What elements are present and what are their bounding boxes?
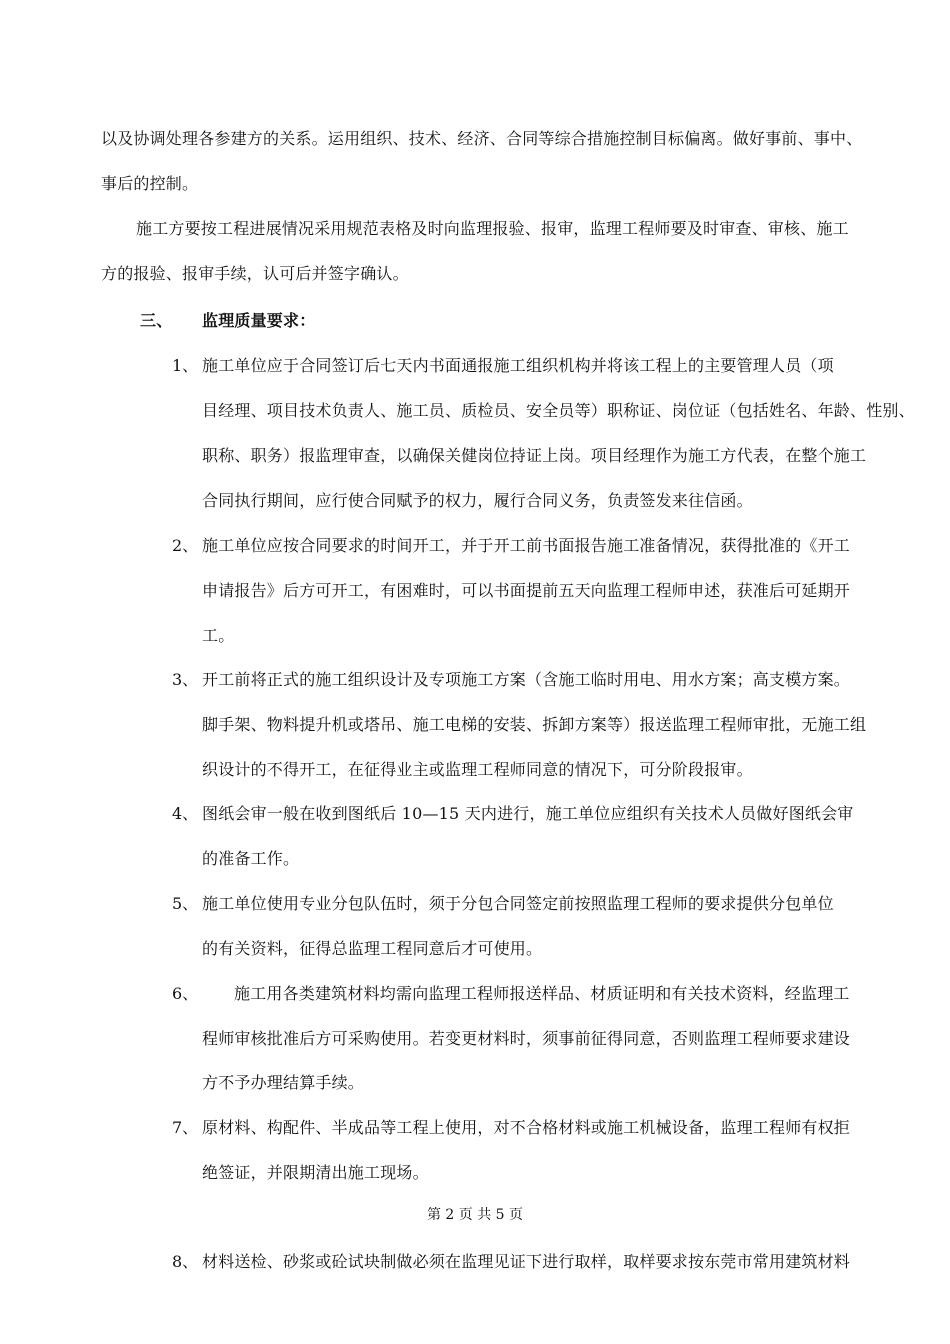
list-item-number: 4、 bbox=[172, 804, 199, 823]
list-item-line: 材料送检、砂浆或砼试块制做必须在监理见证下进行取样，取样要求按东莞市常用建筑材料 bbox=[202, 1252, 851, 1271]
section-title: 监理质量要求： bbox=[202, 311, 316, 330]
list-item-line: 的准备工作。 bbox=[202, 849, 300, 868]
list-item-line: 原材料、构配件、半成品等工程上使用，对不合格材料或施工机械设备，监理工程师有权拒 bbox=[202, 1118, 851, 1137]
page-footer: 第 2 页 共 5 页 bbox=[426, 1207, 524, 1223]
list-item-line: 开工前将正式的施工组织设计及专项施工方案（含施工临时用电、用水方案；高支模方案。 bbox=[202, 670, 851, 689]
list-item-number: 8、 bbox=[172, 1252, 199, 1271]
list-item-number: 5、 bbox=[172, 894, 199, 913]
list-item-line: 织设计的不得开工，在征得业主或监理工程师同意的情况下，可分阶段报审。 bbox=[202, 760, 753, 779]
paragraph-line: 以及协调处理各参建方的关系。运用组织、技术、经济、合同等综合措施控制目标偏离。做好事前、事中、 bbox=[101, 129, 863, 148]
list-item-number: 3、 bbox=[172, 670, 199, 689]
list-item-line: 绝签证，并限期清出施工现场。 bbox=[202, 1163, 429, 1182]
list-item-line: 职称、职务）报监理审查，以确保关健岗位持证上岗。项目经理作为施工方代表，在整个施工 bbox=[202, 446, 867, 465]
list-item-number: 6、 bbox=[172, 984, 199, 1003]
list-item-line: 程师审核批准后方可采购使用。若变更材料时，须事前征得同意，否则监理工程师要求建设 bbox=[202, 1029, 851, 1048]
list-item-line: 方不予办理结算手续。 bbox=[202, 1073, 365, 1092]
list-item-number: 1、 bbox=[172, 356, 199, 375]
paragraph-line: 事后的控制。 bbox=[101, 174, 199, 193]
list-item-line: 施工单位应按合同要求的时间开工，并于开工前书面报告施工准备情况，获得批准的《开工 bbox=[202, 536, 851, 555]
list-item-line: 脚手架、物料提升机或塔吊、施工电梯的安装、拆卸方案等）报送监理工程师审批，无施工组 bbox=[202, 715, 867, 734]
paragraph-line: 施工方要按工程进展情况采用规范表格及时向监理报验、报审，监理工程师要及时审查、审核、施工 bbox=[136, 219, 849, 238]
list-item-number: 7、 bbox=[172, 1118, 199, 1137]
list-item-line: 图纸会审一般在收到图纸后 10—15 天内进行，施工单位应组织有关技术人员做好图纸会审 bbox=[202, 804, 854, 823]
list-item-line: 施工单位使用专业分包队伍时，须于分包合同签定前按照监理工程师的要求提供分包单位 bbox=[202, 894, 834, 913]
list-item-line: 申请报告》后方可开工，有困难时，可以书面提前五天向监理工程师申述，获准后可延期开 bbox=[202, 581, 851, 600]
list-item-line: 工。 bbox=[202, 626, 235, 645]
paragraph-line: 方的报验、报审手续，认可后并签字确认。 bbox=[101, 264, 409, 283]
list-item-line: 的有关资料，征得总监理工程同意后才可使用。 bbox=[202, 939, 543, 958]
list-item-line: 施工用各类建筑材料均需向监理工程师报送样品、材质证明和有关技术资料，经监理工 bbox=[234, 984, 850, 1003]
list-item-number: 2、 bbox=[172, 536, 199, 555]
list-item-line: 施工单位应于合同签订后七天内书面通报施工组织机构并将该工程上的主要管理人员（项 bbox=[202, 356, 834, 375]
list-item-line: 目经理、项目技术负责人、施工员、质检员、安全员等）职称证、岗位证（包括姓名、年龄、性别、 bbox=[202, 401, 915, 420]
list-item-line: 合同执行期间，应行使合同赋予的权力，履行合同义务，负责签发来往信函。 bbox=[202, 491, 753, 510]
section-number: 三、 bbox=[140, 311, 173, 330]
